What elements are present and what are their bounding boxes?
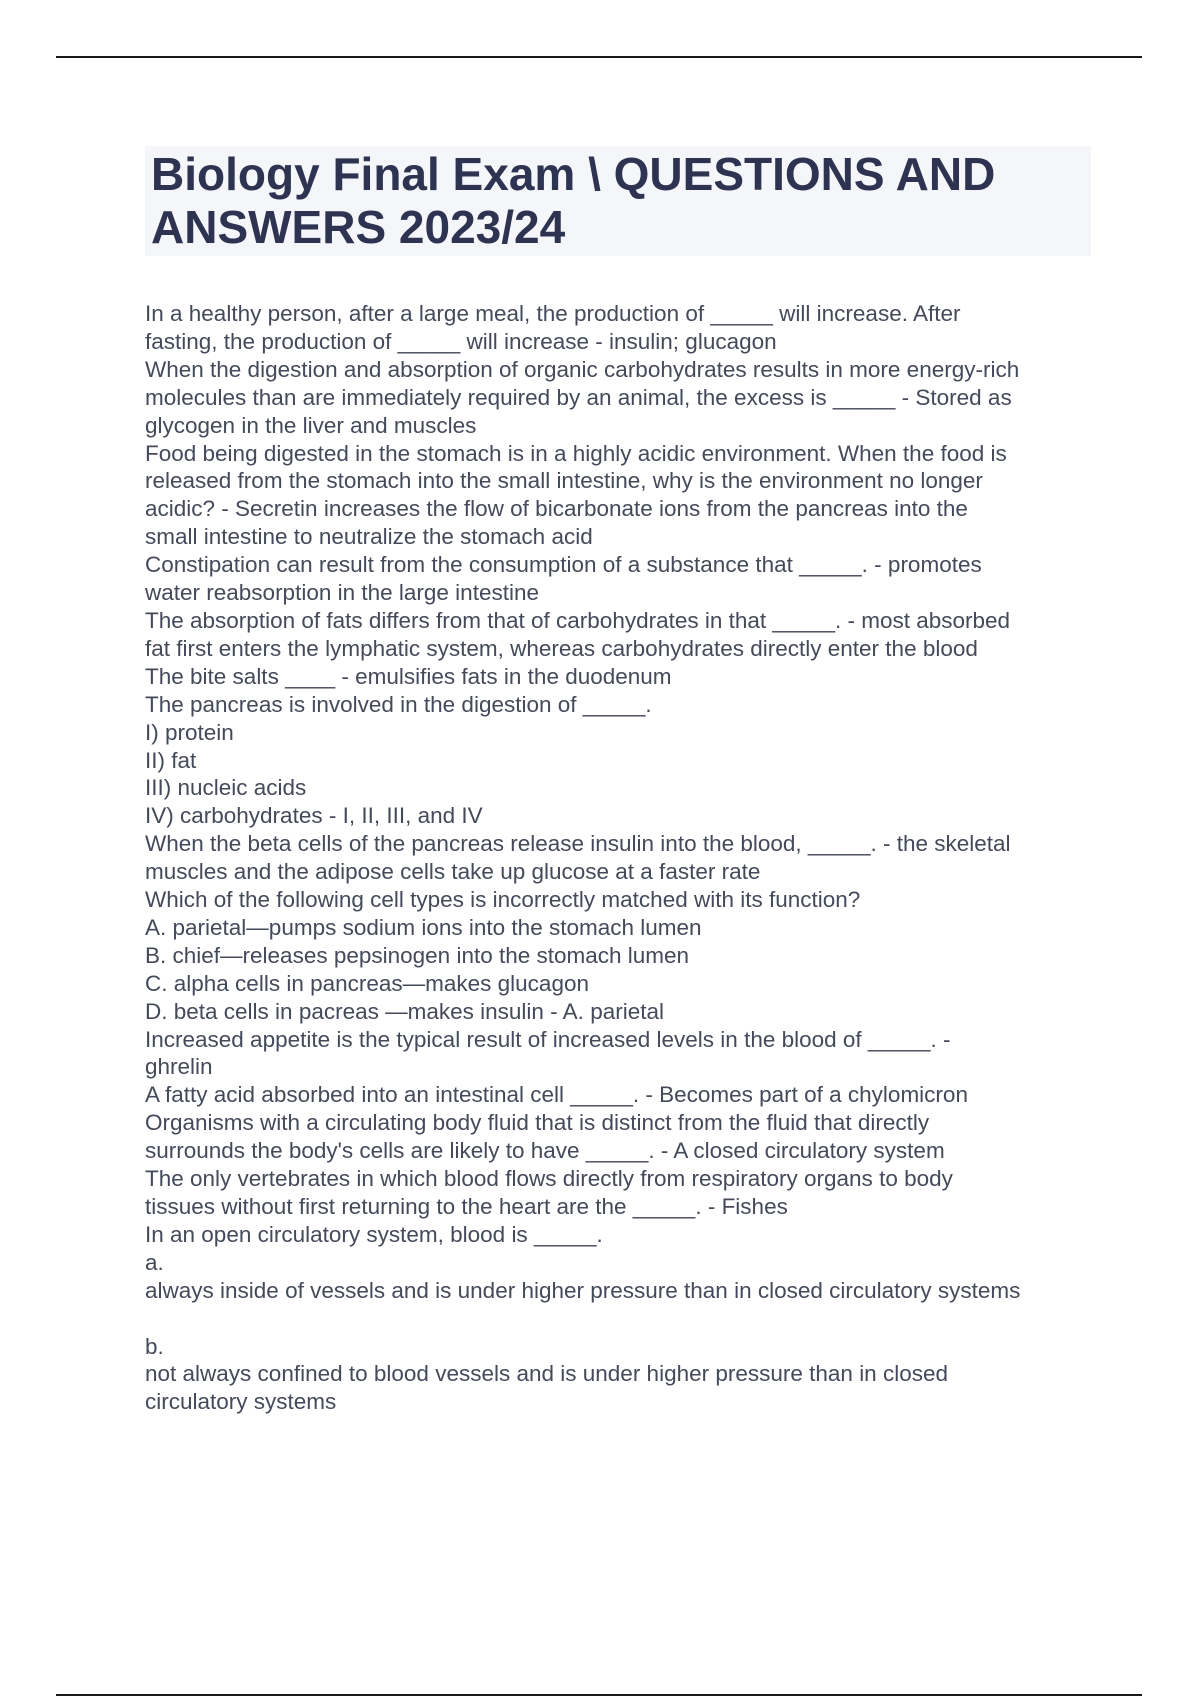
text-line: muscles and the adipose cells take up glucose at a faster rate — [145, 859, 761, 885]
text-line: A fatty acid absorbed into an intestinal cell _____. - Becomes part of a chylomicron — [145, 1082, 968, 1108]
text-line: fat first enters the lymphatic system, whereas carbohydrates directly enter the blood — [145, 635, 978, 661]
text-line: The bite salts ____ - emulsifies fats in the duodenum — [145, 663, 672, 689]
text-line: The only vertebrates in which blood flows directly from respiratory organs to body — [145, 1166, 953, 1192]
text-line: fasting, the production of _____ will increase - insulin; glucagon — [145, 328, 777, 354]
text-line: Increased appetite is the typical result of increased levels in the blood of _____. - — [145, 1026, 951, 1052]
text-line: I) protein — [145, 719, 234, 745]
text-line: tissues without first returning to the heart are the _____. - Fishes — [145, 1194, 788, 1219]
text-line: ghrelin — [145, 1054, 213, 1080]
text-line: When the digestion and absorption of organic carbohydrates results in more energy-rich — [145, 356, 1020, 382]
text-line: Constipation can result from the consumption of a substance that _____. - promotes — [145, 552, 982, 578]
text-line: In a healthy person, after a large meal, the production of _____ will increase. After — [145, 301, 961, 326]
text-line: The pancreas is involved in the digestion of _____. — [145, 691, 652, 717]
text-line: Organisms with a circulating body fluid that is distinct from the fluid that directly — [145, 1110, 930, 1136]
text-line: Which of the following cell types is incorrectly matched with its function? — [145, 887, 861, 913]
text-line: circulatory systems — [145, 1389, 337, 1415]
document-body — [145, 300, 1091, 1416]
text-line: II) fat — [145, 747, 197, 773]
title-block — [145, 146, 1091, 256]
text-line: B. chief—releases pepsinogen into the stomach lumen — [145, 942, 690, 968]
text-line: glycogen in the liver and muscles — [145, 412, 477, 438]
text-line: always inside of vessels and is under higher pressure than in closed circulatory systems — [145, 1277, 1021, 1303]
text-line: a. — [145, 1249, 164, 1275]
text-line: not always confined to blood vessels and is under higher pressure than in closed — [145, 1361, 948, 1387]
text-line: A. parietal—pumps sodium ions into the stomach lumen — [145, 914, 702, 940]
text-line: IV) carbohydrates - I, II, III, and IV — [145, 803, 483, 829]
text-line: acidic? - Secretin increases the flow of bicarbonate ions from the pancreas into the — [145, 496, 968, 522]
text-line: released from the stomach into the small intestine, why is the environment no longer — [145, 468, 983, 494]
bottom-rule — [56, 1694, 1142, 1696]
text-line: When the beta cells of the pancreas release insulin into the blood, _____. - the skeletal — [145, 831, 1011, 857]
text-line: small intestine to neutralize the stomach acid — [145, 524, 593, 550]
text-line: water reabsorption in the large intestine — [145, 580, 539, 606]
text-line: surrounds the body's cells are likely to have _____. - A closed circulatory system — [145, 1138, 945, 1164]
text-line: C. alpha cells in pancreas—makes glucagon — [145, 970, 589, 996]
text-line: molecules than are immediately required by an animal, the excess is _____ - Stored as — [145, 384, 1012, 410]
top-rule — [56, 56, 1142, 58]
text-line: D. beta cells in pacreas —makes insulin - A. parietal — [145, 998, 664, 1024]
blank-line — [145, 1305, 1091, 1333]
text-line: Food being digested in the stomach is in a highly acidic environment. When the food is — [145, 440, 1007, 466]
text-line: b. — [145, 1333, 164, 1359]
text-line: The absorption of fats differs from that of carbohydrates in that _____. - most absorbed — [145, 607, 1011, 633]
text-line: III) nucleic acids — [145, 775, 307, 801]
document-title: Biology Final Exam \ QUESTIONS AND ANSWERS 2023/24 — [151, 148, 996, 253]
text-line: In an open circulatory system, blood is _____. — [145, 1221, 603, 1247]
